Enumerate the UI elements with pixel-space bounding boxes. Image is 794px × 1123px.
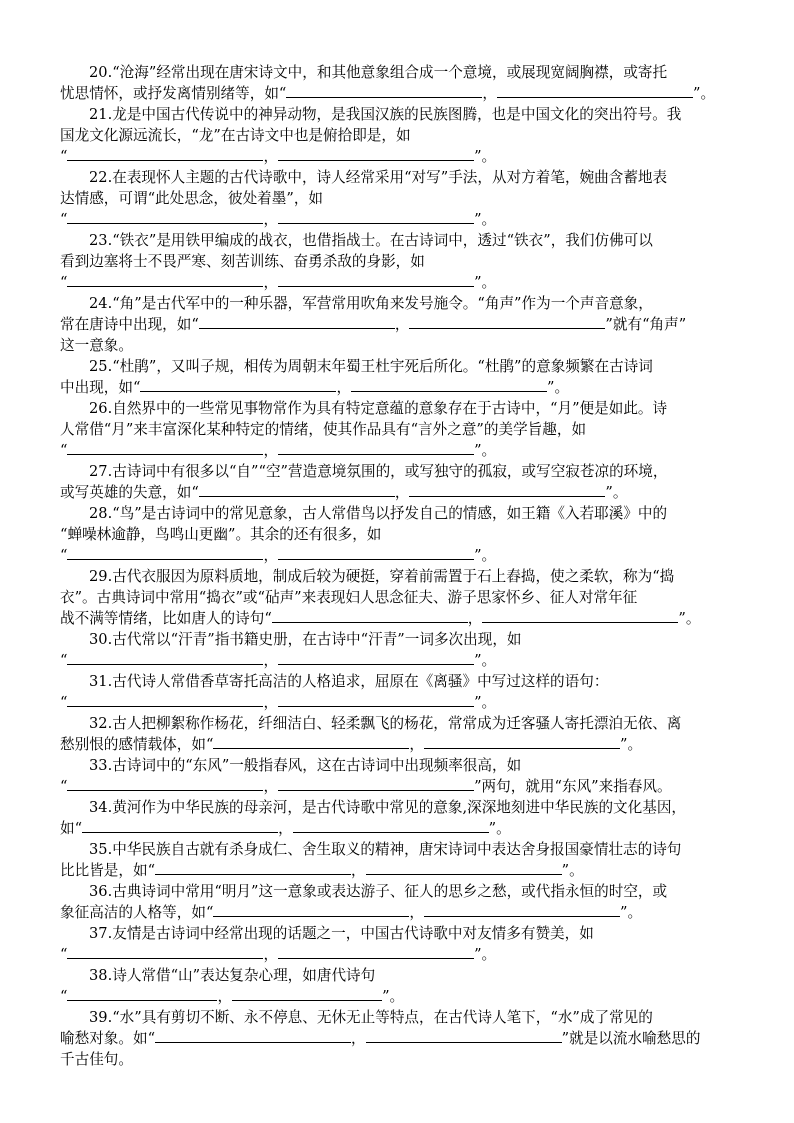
answer-blank[interactable] xyxy=(278,209,474,224)
question-line xyxy=(60,356,736,377)
question-text: 古代常以“汗青”指书籍史册，在古诗中“汗青”一词多次出现，如 xyxy=(112,631,522,648)
question-line: “ ， ”。 xyxy=(60,211,497,229)
answer-blank[interactable] xyxy=(67,692,263,707)
answer-blank[interactable] xyxy=(67,272,263,287)
question-line xyxy=(60,713,736,734)
question-line: 比比皆是，如“ ， ”。 xyxy=(60,862,584,880)
question-number: 28. xyxy=(89,505,113,522)
answer-blank[interactable] xyxy=(278,440,474,455)
answer-blank[interactable] xyxy=(213,902,409,917)
question-38 xyxy=(60,965,736,1007)
question-text: 古人把柳絮称作杨花，纤细洁白、轻柔飘飞的杨花，常常成为迁客骚人寄托漂泊无依、离 xyxy=(112,715,682,732)
question-line: 战不满等情绪，比如唐人的诗句“ ， ”。 xyxy=(60,610,701,628)
question-line xyxy=(60,881,736,902)
question-line: 达情感，可谓“此处思念，彼处着墨”，如 xyxy=(60,190,324,208)
question-line: 常在唐诗中出现，如“ ， ”就有“角声” xyxy=(60,316,687,334)
question-number: 27. xyxy=(89,463,113,480)
answer-blank[interactable] xyxy=(155,860,351,875)
question-number: 25. xyxy=(89,358,113,375)
answer-blank[interactable] xyxy=(67,776,263,791)
question-text: 龙是中国古代传说中的神异动物，是我国汉族的民族图腾，也是中国文化的突出符号。我 xyxy=(112,106,682,123)
question-line: 中出现，如“ ， ”。 xyxy=(60,379,570,397)
question-number: 26. xyxy=(89,400,113,417)
answer-blank[interactable] xyxy=(424,734,620,749)
question-number: 35. xyxy=(89,841,113,858)
question-line: “ ， ”。 xyxy=(60,547,497,565)
question-text: “沧海”经常出现在唐宋诗文中，和其他意象组合成一个意境，或展现宽阔胸襟，或寄托 xyxy=(112,64,668,81)
question-number: 31. xyxy=(89,673,113,690)
question-number: 33. xyxy=(89,757,113,774)
question-24 xyxy=(60,293,736,357)
question-20 xyxy=(60,62,736,104)
question-line xyxy=(60,104,736,125)
question-28 xyxy=(60,503,736,567)
question-text: 古诗词中有很多以“自”“空”营造意境氛围的，或写独守的孤寂，或写空寂苍凉的环境， xyxy=(112,463,668,480)
question-23 xyxy=(60,230,736,294)
question-22 xyxy=(60,167,736,231)
answer-blank[interactable] xyxy=(140,377,336,392)
question-line xyxy=(60,230,736,251)
answer-blank[interactable] xyxy=(67,146,263,161)
answer-blank[interactable] xyxy=(293,818,489,833)
question-text: “水”具有剪切不断、永不停息、无休无止等特点，在古代诗人笔下，“水”成了常见的 xyxy=(112,1009,653,1026)
question-line xyxy=(60,62,736,83)
question-line xyxy=(60,671,736,692)
answer-blank[interactable] xyxy=(286,83,482,98)
answer-blank[interactable] xyxy=(366,860,562,875)
answer-blank[interactable] xyxy=(155,1028,351,1043)
question-line xyxy=(60,1007,736,1028)
answer-blank[interactable] xyxy=(232,986,382,1001)
answer-blank[interactable] xyxy=(497,83,693,98)
answer-blank[interactable] xyxy=(482,608,678,623)
question-39 xyxy=(60,1007,736,1071)
question-line: 这一意象。 xyxy=(60,337,133,355)
question-line: 如“ ， ”。 xyxy=(60,820,511,838)
answer-blank[interactable] xyxy=(351,377,547,392)
question-number: 37. xyxy=(89,925,113,942)
question-line xyxy=(60,965,736,986)
question-line xyxy=(60,797,736,818)
question-line xyxy=(60,629,736,650)
question-26 xyxy=(60,398,736,462)
answer-blank[interactable] xyxy=(67,440,263,455)
question-line: 千古佳句。 xyxy=(60,1051,133,1069)
question-text: 自然界中的一些常见事物常作为具有特定意蕴的意象存在于古诗中，“月”便是如此。诗 xyxy=(112,400,668,417)
question-number: 23. xyxy=(89,232,113,249)
question-line xyxy=(60,293,736,314)
question-line: “ ， ”。 xyxy=(60,148,497,166)
answer-blank[interactable] xyxy=(278,146,474,161)
answer-blank[interactable] xyxy=(278,944,474,959)
question-text: “鸟”是古诗词中的常见意象，古人常借鸟以抒发自己的情感，如王籍《入若耶溪》中的 xyxy=(112,505,668,522)
question-33 xyxy=(60,755,736,797)
question-line: 国龙文化源远流长，“龙”在古诗文中也是俯拾即是，如 xyxy=(60,127,411,145)
question-31 xyxy=(60,671,736,713)
question-line: 人常借“月”来丰富深化某种特定的情绪，使其作品具有“言外之意”的美学旨趣，如 xyxy=(60,421,587,439)
question-number: 39. xyxy=(89,1009,113,1026)
question-number: 29. xyxy=(89,568,113,585)
question-text: “角”是古代军中的一种乐器，军营常用吹角来发号施令。“角声”作为一个声音意象， xyxy=(112,295,653,312)
question-29 xyxy=(60,566,736,630)
answer-blank[interactable] xyxy=(67,650,263,665)
answer-blank[interactable] xyxy=(278,272,474,287)
question-line xyxy=(60,503,736,524)
question-line xyxy=(60,398,736,419)
question-text: “杜鹃”，又叫子规，相传为周朝末年蜀王杜宇死后所化。“杜鹃”的意象频繁在古诗词 xyxy=(112,358,653,375)
question-line xyxy=(60,566,736,587)
question-36 xyxy=(60,881,736,923)
question-number: 38. xyxy=(89,967,113,984)
question-number: 36. xyxy=(89,883,113,900)
question-text: 古代衣服因为原料质地，制成后较为硬挺，穿着前需置于石上舂捣，使之柔软，称为“捣 xyxy=(112,568,675,585)
question-35 xyxy=(60,839,736,881)
answer-blank[interactable] xyxy=(409,314,605,329)
answer-blank[interactable] xyxy=(67,545,263,560)
question-line: “ ， ”。 xyxy=(60,274,497,292)
question-number: 21. xyxy=(89,106,113,123)
question-text: 古代诗人常借香草寄托高洁的人格追求，屈原在《离骚》中写过这样的语句： xyxy=(112,673,609,690)
answer-blank[interactable] xyxy=(67,986,217,1001)
question-text: 古诗词中的“东风”一般指春风，这在古诗词中出现频率很高，如 xyxy=(112,757,522,774)
answer-blank[interactable] xyxy=(278,692,474,707)
question-number: 24. xyxy=(89,295,113,312)
question-line: 或写英雄的失意，如“ ， ”。 xyxy=(60,484,628,502)
question-line: 看到边塞将士不畏严寒、刻苦训练、奋勇杀敌的身影，如 xyxy=(60,253,425,271)
answer-blank[interactable] xyxy=(272,608,468,623)
answer-blank[interactable] xyxy=(67,944,263,959)
question-line: 衣”。古典诗词中常用“捣衣”或“砧声”来表现妇人思念征夫、游子思家怀乡、征人对常年征 xyxy=(60,589,638,607)
question-text: 黄河作为中华民族的母亲河，是古代诗歌中常见的意象,深深地刻进中华民族的文化基因， xyxy=(112,799,687,816)
question-text: 诗人常借“山”表达复杂心理，如唐代诗句 xyxy=(112,967,376,984)
question-line: “ ， ”。 xyxy=(60,988,405,1006)
question-line: “ ， ”两句，就用“东风”来指春风。 xyxy=(60,778,672,796)
answer-blank[interactable] xyxy=(278,650,474,665)
question-number: 30. xyxy=(89,631,113,648)
question-number: 32. xyxy=(89,715,113,732)
answer-blank[interactable] xyxy=(278,545,474,560)
question-line xyxy=(60,461,736,482)
question-21 xyxy=(60,104,736,168)
question-line: “ ， ”。 xyxy=(60,442,497,460)
question-34 xyxy=(60,797,736,839)
answer-blank[interactable] xyxy=(213,734,409,749)
question-27 xyxy=(60,461,736,503)
question-text: 中华民族自古就有杀身成仁、舍生取义的精神，唐宋诗词中表达舍身报国豪情壮志的诗句 xyxy=(112,841,682,858)
question-text: 在表现怀人主题的古代诗歌中，诗人经常采用“对写”手法，从对方着笔，婉曲含蓄地表 xyxy=(112,169,668,186)
question-30 xyxy=(60,629,736,671)
answer-blank[interactable] xyxy=(278,776,474,791)
question-line xyxy=(60,167,736,188)
answer-blank[interactable] xyxy=(199,482,395,497)
answer-blank[interactable] xyxy=(67,209,263,224)
question-text: 古典诗词中常用“明月”这一意象或表达游子、征人的思乡之愁，或代指永恒的时空，或 xyxy=(112,883,668,900)
question-line xyxy=(60,839,736,860)
question-line: 愁别恨的感情载体，如“ ， ”。 xyxy=(60,736,643,754)
question-number: 34. xyxy=(89,799,113,816)
answer-blank[interactable] xyxy=(82,818,278,833)
question-line: “ ， ”。 xyxy=(60,652,497,670)
question-line: “蝉噪林逾静，鸟鸣山更幽”。其余的还有很多，如 xyxy=(60,526,382,544)
question-line: 喻愁对象。如“ ， ”就是以流水喻愁思的 xyxy=(60,1030,701,1048)
answer-blank[interactable] xyxy=(199,314,395,329)
question-25 xyxy=(60,356,736,398)
answer-blank[interactable] xyxy=(409,482,605,497)
question-text: 友情是古诗词中经常出现的话题之一，中国古代诗歌中对友情多有赞美，如 xyxy=(112,925,594,942)
answer-blank[interactable] xyxy=(424,902,620,917)
question-line: 象征高洁的人格等，如“ ， ”。 xyxy=(60,904,643,922)
question-text: “铁衣”是用铁甲编成的战衣，也借指战士。在古诗词中，透过“铁衣”，我们仿佛可以 xyxy=(112,232,653,249)
question-number: 20. xyxy=(89,64,113,81)
question-number: 22. xyxy=(89,169,113,186)
answer-blank[interactable] xyxy=(366,1028,562,1043)
question-line xyxy=(60,755,736,776)
question-line: “ ， ”。 xyxy=(60,694,497,712)
question-32 xyxy=(60,713,736,755)
question-line: 忧思情怀，或抒发离情别绪等，如“ ， ”。 xyxy=(60,85,716,103)
question-37 xyxy=(60,923,736,965)
question-line xyxy=(60,923,736,944)
question-line: “ ， ”。 xyxy=(60,946,497,964)
